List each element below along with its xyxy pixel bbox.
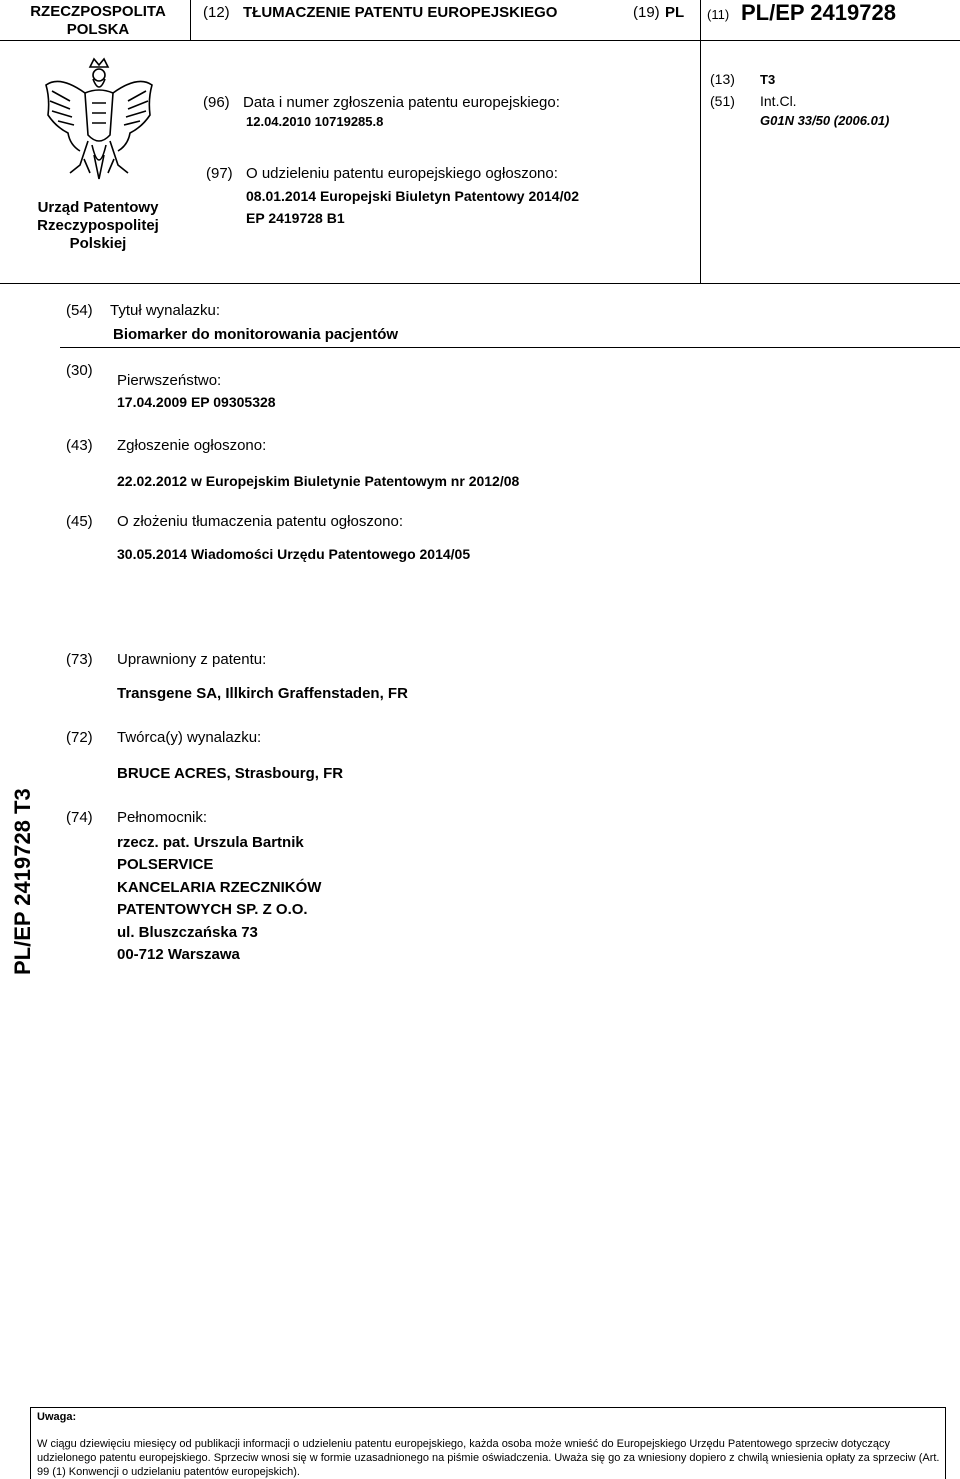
grant-label: O udzieleniu patentu europejskiego ogłoszono:: [246, 165, 558, 182]
country-name: [18, 3, 178, 39]
attorney-label: Pełnomocnik:: [117, 809, 208, 826]
title-code: (54): [66, 302, 93, 319]
classification-code: (51): [710, 93, 735, 109]
patent-number: PL/EP 2419728: [741, 0, 896, 25]
code-19: (19): [633, 4, 660, 21]
priority-value: 17.04.2009 EP 09305328: [117, 394, 276, 410]
translation-notice-code: (45): [66, 513, 93, 530]
attorney-line: 00-712 Warszawa: [117, 946, 240, 964]
application-code: (96): [203, 94, 230, 111]
footer-right-rule: [945, 1407, 946, 1479]
priority-code: (30): [66, 362, 93, 379]
footer-notice-text: W ciągu dziewięciu miesięcy od publikacji informacji o udzieleniu patentu europejskiego, każda osoba może wnieść do Europejskiego Urzędu Patentowego sprzeciw dotyczący udzielonego patentu europejskiego. Sprzeciw wnosi się w formie uzasadnionego na piśmie oświadczenia. Uważa się go za wniesiony dopiero z chwilą wniesienia opłaty za sprzeciw (Art. 99 (1) Konwencji o udzielaniu patentów europejskich).: [37, 1438, 940, 1478]
title-underline: [60, 347, 960, 348]
polish-eagle-emblem-icon: [40, 55, 158, 183]
header-divider-right: [700, 0, 701, 283]
kind-code: (13): [710, 71, 735, 87]
code-12: (12): [203, 4, 230, 21]
grant-value: 08.01.2014 Europejski Biuletyn Patentowy 2014/02: [246, 188, 580, 204]
grant-code: (97): [206, 165, 233, 182]
office-name-line-3: Polskiej: [69, 235, 127, 252]
proprietor-label: Uprawniony z patentu:: [117, 651, 267, 668]
filing-notice-value: 22.02.2012 w Europejskim Biuletynie Patentowym nr 2012/08: [117, 473, 520, 489]
country-code: PL: [665, 4, 685, 21]
office-name-line-1: Urząd Patentowy: [37, 199, 159, 216]
classification-label: Int.Cl.: [760, 93, 797, 109]
attorney-details: [117, 832, 321, 966]
attorney-line: PATENTOWYCH SP. Z O.O.: [117, 901, 308, 919]
application-label: Data i numer zgłoszenia patentu europejskiego:: [243, 94, 560, 111]
header-block-underline: [0, 283, 960, 284]
side-patent-label: PL/EP 2419728 T3: [10, 788, 35, 975]
country-name-line-2: POLSKA: [66, 21, 130, 38]
grant-publication: EP 2419728 B1: [246, 210, 345, 226]
proprietor-code: (73): [66, 651, 93, 668]
header-divider-left: [190, 0, 191, 40]
footer-top-rule: [30, 1407, 945, 1408]
code-11: (11): [707, 7, 730, 22]
title-label: Tytuł wynalazku:: [110, 302, 221, 319]
filing-notice-label: Zgłoszenie ogłoszono:: [117, 437, 267, 454]
priority-label: Pierwszeństwo:: [117, 372, 222, 389]
inventor-label: Twórca(y) wynalazku:: [117, 729, 262, 746]
kind-value: T3: [760, 72, 776, 87]
attorney-line: KANCELARIA RZECZNIKÓW: [117, 878, 322, 896]
application-value: 12.04.2010 10719285.8: [246, 114, 384, 129]
attorney-code: (74): [66, 809, 93, 826]
inventor-value: BRUCE ACRES, Strasbourg, FR: [117, 765, 344, 782]
footer-heading: Uwaga:: [37, 1411, 77, 1423]
classification-date: (2006.01): [833, 113, 890, 128]
header-underline: [0, 40, 960, 41]
title-value: Biomarker do monitorowania pacjentów: [113, 326, 399, 343]
attorney-line: ul. Bluszczańska 73: [117, 923, 258, 941]
classification-value: [760, 113, 889, 128]
office-name-line-2: Rzeczypospolitej: [37, 217, 159, 234]
attorney-line: POLSERVICE: [117, 856, 214, 874]
country-name-line-1: RZECZPOSPOLITA: [30, 3, 166, 20]
translation-notice-value: 30.05.2014 Wiadomości Urzędu Patentowego 2014/05: [117, 546, 471, 562]
office-name: [18, 199, 178, 253]
proprietor-value: Transgene SA, Illkirch Graffenstaden, FR: [117, 685, 408, 702]
attorney-line: rzecz. pat. Urszula Bartnik: [117, 834, 304, 851]
filing-notice-code: (43): [66, 437, 93, 454]
document-type: TŁUMACZENIE PATENTU EUROPEJSKIEGO: [243, 4, 558, 21]
footer-left-rule: [30, 1407, 31, 1479]
inventor-code: (72): [66, 729, 93, 746]
translation-notice-label: O złożeniu tłumaczenia patentu ogłoszono:: [117, 513, 404, 530]
classification-main: G01N 33/50: [760, 113, 831, 128]
